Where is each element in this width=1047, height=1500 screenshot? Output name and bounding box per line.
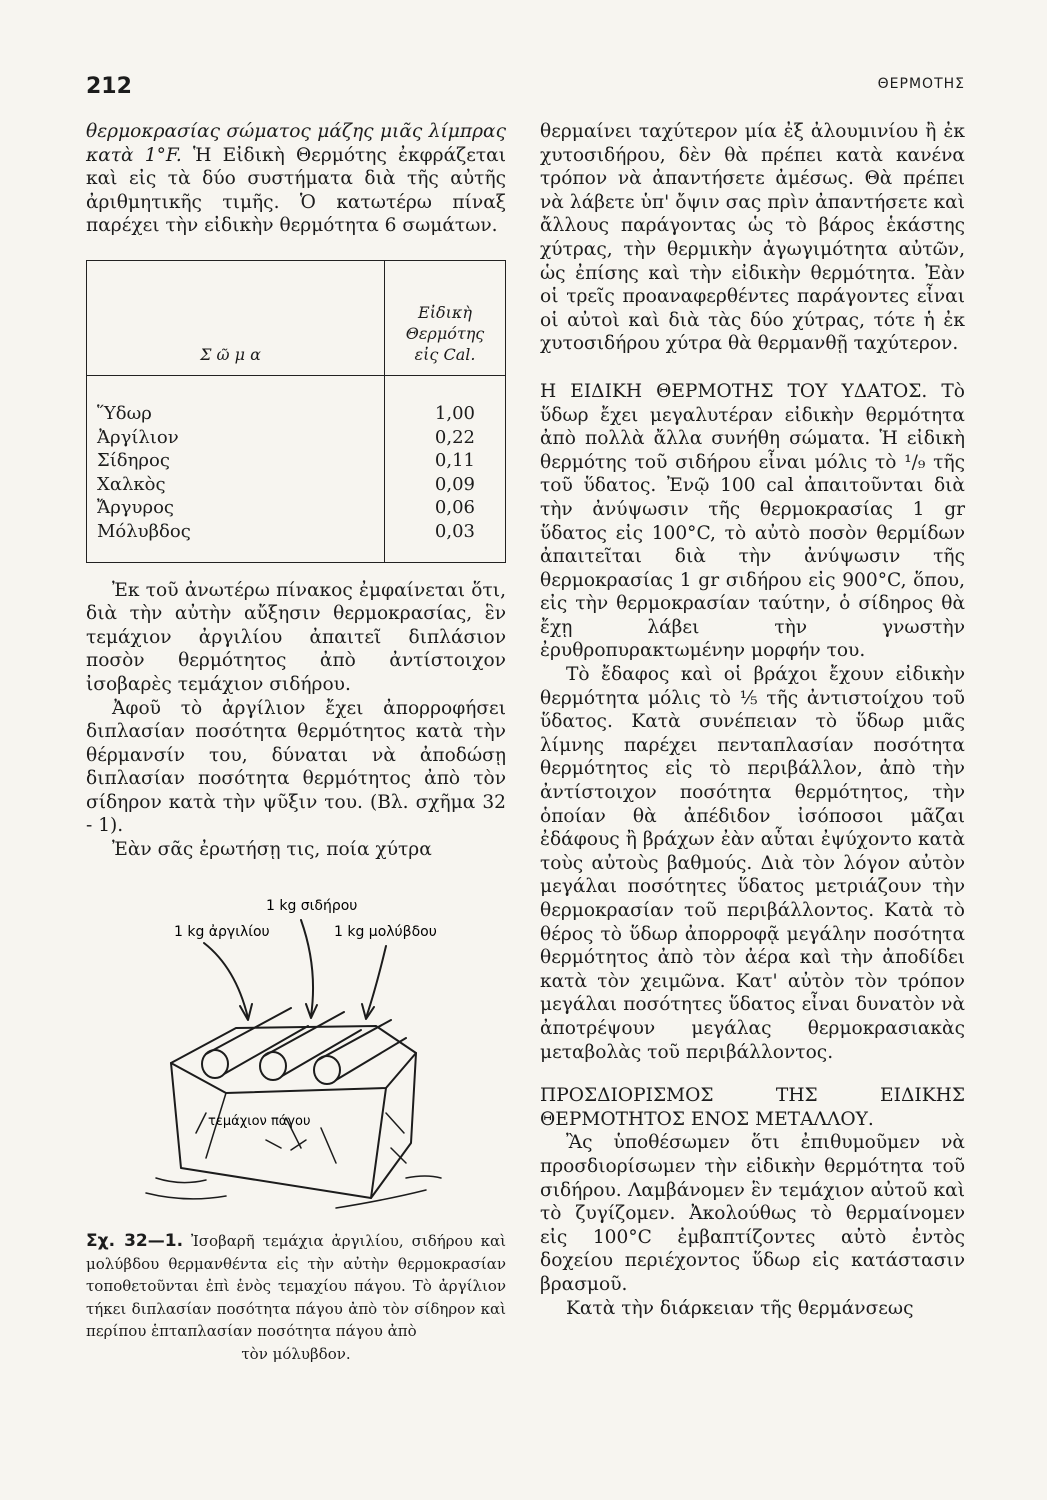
specific-heat-value: 0,11 [385,449,506,473]
intro-rest: Ἡ Εἰδικὴ Θερμότης ἐκφράζεται καὶ εἰς τὰ δύο συστήματα διὰ τῆς αὐτῆς ἀριθμητικῆς τιμῆς. Ὁ κατωτέρω πίναξ παρέχει τὴν εἰδικὴν θερμότητα 6 σωμάτων. [86,144,506,237]
table-header-specific-heat: Εἰδικὴ Θερμότης εἰς Cal. [385,260,506,375]
table-row [87,426,506,450]
left-column [86,120,506,1365]
figure-32-1 [86,878,506,1366]
body-paragraph: Ἐὰν σᾶς ἐρωτήσῃ τις, ποία χύτρα [112,839,432,861]
running-title: ΘΕΡΜΟΤΗΣ [877,76,965,92]
ice-block-top [171,1026,416,1093]
label-iron: 1 kg σιδήρου [266,897,358,914]
substance-name: Ὕδωρ [87,375,385,425]
body-text: τῆς τοῦ ὕδατος. Ἐνῷ 100 cal ἀπαιτοῦνται διὰ τὴν ἀνύψωσιν τῆς θερμοκρασίας 1 gr ὕδατος εἰς 100°C, τὸ αὐτὸ ποσὸν θερμίδων ἀπαιτεῖται διὰ τὴν ἀνύψωσιν τῆς θερμοκρασίας 1 gr σιδήρου εἰς 900°C, ὅπου, εἰς τὴν θερμοκρασίαν ταύτην, ὁ σίδηρος θὰ ἔχῃ λάβει τὴν γνωστὴν ἐρυθροπυρακτωμένην μορφήν του. [540,451,965,662]
specific-heat-value: 0,06 [385,496,506,520]
specific-heat-value: 0,03 [385,520,506,562]
caption-label: Σχ. 32—1. [86,1231,184,1252]
substance-name: Ἄργυρος [87,496,385,520]
body-paragraph: θερμαίνει ταχύτερον μία ἐξ ἀλουμινίου ἢ ἐκ χυτοσιδήρου, δὲν θὰ πρέπει κατὰ κανένα τρόπον νὰ ἀπαντήσετε ἀμέσως. Θὰ πρέπει νὰ λάβετε ὑπ' ὄψιν σας πρὶν ἀπαντήσετε καὶ ἄλλους παράγοντας ὡς τὸ βάρος ἑκάστης χύτρας, τὴν θερμικὴν ἀγωγιμότητα αὐτῶν, ὡς ἐπίσης καὶ τὴν εἰδικὴν θερμότητα. Ἐὰν οἱ τρεῖς προαναφερθέντες παράγοντες εἶναι οἱ αὐτοὶ καὶ διὰ τὰς δύο χύτρας, τότε ἡ ἐκ χυτοσιδήρου χύτρα θὰ θερμανθῇ ταχύτερον. [540,121,965,355]
substance-name: Μόλυβδος [87,520,385,562]
specific-heat-value: 0,22 [385,426,506,450]
specific-heat-value: 0,09 [385,473,506,497]
arrow-iron [301,920,313,1016]
table-header-row [87,260,506,375]
specific-heat-table [86,260,506,563]
caption-last-line: τὸν μόλυβδον. [241,1344,351,1363]
table-row [87,375,506,425]
body-text: Τὸ ὕδωρ ἔχει μεγαλυτέραν εἰδικὴν θερμότητα ἀπὸ πολλὰ ἄλλα συνήθη σώματα. Ἡ εἰδικὴ θερμότης τοῦ σιδήρου εἶναι μόλις τὸ [540,380,966,473]
figure-caption [86,1230,506,1365]
arrow-lead [366,946,386,1018]
right-column [540,120,965,1320]
label-aluminium: 1 kg ἀργιλίου [174,923,270,940]
table-row [87,496,506,520]
melt-water [146,1176,441,1208]
body-paragraph: Ἐκ τοῦ ἀνωτέρω πίνακος ἐμφαίνεται ὅτι, διὰ τὴν αὐτὴν αὔξησιν θερμοκρασίας, ἓν τεμάχιον ἀργιλίου ἀπαιτεῖ διπλάσιον ποσὸν θερμότητος ἀπὸ ἀντίστοιχον ἰσοβαρὲς τεμάχιον σιδήρου. [86,579,506,695]
body-paragraph: Ἂς ὑποθέσωμεν ὅτι ἐπιθυμοῦμεν νὰ προσδιορίσωμεν τὴν εἰδικὴν θερμότητα τοῦ σιδήρου. Λαμβάνομεν ἓν τεμάχιον αὐτοῦ καὶ τὸ ζυγίζομεν. Ἀκολούθως τὸ θερμαίνομεν εἰς 100°C ἐμβαπτίζοντες αὐτὸ ἐντὸς δοχείου περιέχοντος ὕδωρ εἰς κατάστασιν βρασμοῦ. [540,1132,965,1295]
page-number: 212 [86,74,132,99]
section-heading: Η ΕΙΔΙΚΗ ΘΕΡΜΟΤΗΣ ΤΟΥ ΥΔΑΤΟΣ. [540,380,928,402]
section-water [540,380,965,663]
table-header-substance: Σ ῶ μ α [87,260,385,375]
fraction-one-fifth: ⅕ [739,687,758,709]
substance-name: Σίδηρος [87,449,385,473]
table-row [87,449,506,473]
label-lead: 1 kg μολύβδου [334,923,437,940]
substance-name: Χαλκὸς [87,473,385,497]
body-paragraph: Ἀφοῦ τὸ ἀργίλιον ἔχει ἀπορροφήσει διπλασίαν ποσότητα θερμότητος κατὰ τὴν θέρμανσίν του, δύναται νὰ ἀποδώσῃ διπλασίαν ποσότητα θερμότητος ἀπὸ τὸν σίδηρον κατὰ τὴν ψῦξιν του. (Βλ. σχῆμα 32 - 1). [86,697,506,837]
intro-paragraph [86,120,506,238]
table-row [87,473,506,497]
section-heading: ΠΡΟΣΔΙΟΡΙΣΜΟΣ ΤΗΣ ΕΙΔΙΚΗΣ ΘΕΡΜΟΤΗΤΟΣ ΕΝΟΣ ΜΕΤΑΛΛΟΥ. [540,1085,965,1130]
intro-italic: θερμοκρασίας σώματος μάζης μιᾶς λίμπρας κατὰ 1°F. [86,121,506,166]
ice-block-front [171,1063,386,1198]
substance-name: Ἀργίλιον [87,426,385,450]
body-paragraph: Κατὰ τὴν διάρκειαν τῆς θερμάνσεως [566,1297,914,1319]
specific-heat-value: 1,00 [385,375,506,425]
table-row [87,520,506,562]
caption-text: Ἰσοβαρῆ τεμάχια ἀργιλίου, σιδήρου καὶ μολύβδου θερμανθέντα εἰς τὴν αὐτὴν θερμοκρασίαν τοποθετοῦνται ἐπὶ ἑνὸς τεμαχίου πάγου. Τὸ ἀργίλιον τήκει διπλασίαν ποσότητα πάγου ἀπὸ τὸν σίδηρον καὶ περίπου ἑπταπλασίαν ποσότητα πάγου ἀπὸ [86,1232,506,1341]
body-paragraph: Τὸ ἔδαφος καὶ οἱ βράχοι ἔχουν εἰδικὴν θερμότητα μόλις τὸ ⅕ τῆς ἀντιστοίχου τοῦ ὕδατος. Κατὰ συνέπειαν τὸ ὕδωρ μιᾶς λίμνης παρέχει πενταπλασίαν ποσότητα θερμότητος εἰς τὸ περιβάλλον, ἀπὸ τὴν ἀντίστοιχον ποσότητα θερμότητος, τὴν ὁποίαν θὰ ἀπέδιδον ἰσόποσοι μᾶζαι ἐδάφους ἢ βράχων ἐὰν αὗται ἐψύχοντο κατὰ τοὺς αὐτοὺς βαθμούς. Διὰ τὸν λόγον αὐτὸν μεγάλαι ποσότητες ὕδατος μετριάζουν τὴν θερμοκρασίαν τοῦ περιβάλλοντος. Κατὰ τὸ θέρος τὸ ὕδωρ ἀπορροφᾷ μεγάλην ποσότητα θερμότητος ἀπὸ τὸν ἀέρα καὶ τὴν ἀποδίδει κατὰ τὸν χειμῶνα. Κατ' αὐτὸν τὸν τρόπον μεγάλαι ποσότητες ὕδατος εἶναι δυνατὸν νὰ ἀποτρέψουν μεγάλας θερμοκρασιακὰς μεταβολὰς τοῦ περιβάλλοντος. [540,664,965,1063]
ice-block-illustration [86,878,506,1218]
label-ice: τεμάχιον πάγου [208,1113,311,1129]
metal-cylinder-iron [260,1012,361,1080]
ice-block-side [371,1053,416,1198]
fraction-one-ninth: ¹/₉ [904,451,926,473]
metal-cylinder-aluminium [202,1008,308,1078]
